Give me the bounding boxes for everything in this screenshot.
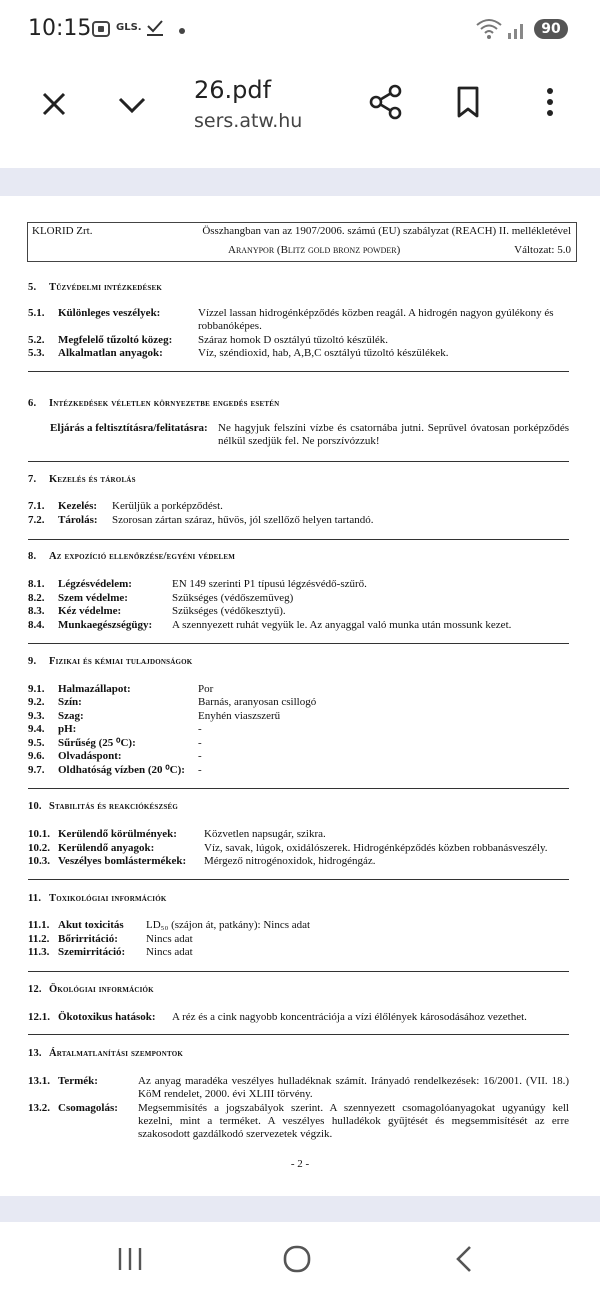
status-time: 10:15 bbox=[28, 16, 92, 41]
header-company: KLORID Zrt. bbox=[32, 225, 93, 237]
section-title: 8. Az expozíció ellenőrzése/egyéni védelem bbox=[28, 551, 236, 562]
header-product: Aranypor (Blitz gold bronz powder) bbox=[228, 244, 401, 256]
file-source: sers.atw.hu bbox=[194, 110, 303, 132]
file-title[interactable]: 26.pdf bbox=[194, 76, 272, 104]
section-divider bbox=[28, 539, 569, 540]
status-bar bbox=[0, 0, 600, 60]
carrier-tag: GLS. bbox=[116, 22, 142, 33]
section-title: 9. Fizikai és kémiai tulajdonságok bbox=[28, 656, 193, 667]
section-divider bbox=[28, 643, 569, 644]
header-regulation: Összhangban van az 1907/2006. számú (EU) szabályzat (REACH) II. mellékletével bbox=[202, 225, 571, 237]
section-title: 11. Toxikológiai információk bbox=[28, 893, 167, 904]
download-done-icon bbox=[146, 18, 164, 36]
page-number: - 2 - bbox=[290, 1158, 310, 1170]
page-gap-top bbox=[0, 168, 600, 196]
share-icon[interactable] bbox=[366, 82, 406, 122]
section-divider bbox=[28, 879, 569, 880]
header-version: Változat: 5.0 bbox=[514, 244, 571, 256]
section-title: 13. Ártalmatlanítási szempontok bbox=[28, 1048, 183, 1059]
section-divider bbox=[28, 971, 569, 972]
document-header-box bbox=[27, 222, 577, 262]
system-nav-bar bbox=[0, 1222, 600, 1300]
back-icon[interactable] bbox=[452, 1244, 476, 1274]
section-divider bbox=[28, 788, 569, 789]
pdf-page[interactable]: KLORID Zrt. Összhangban van az 1907/2006. számú (EU) szabályzat (REACH) II. mellékletével Aranypor (Blitz gold bronz powder) Változat: 5.0 5. Tűzvédelmi intézkedések 5.1. Különleges veszélyek: Vízzel lassan hidrogénképződés közben reagál. A hidrogén nagyon gyúlékony és robbanóképes. 5.2. Megfelelő tűzoltó közeg: Száraz homok D osztályú tűzoltó készülék. 5.3. Alkalmatlan anyagok: Víz, széndioxid, hab, A,B,C osztályú tűzoltó készülékek. 6. Intézkedések véletlen környezetbe engedés esetén Eljárás a feltisztításra/felitatásra: Ne hagyjuk felszíni vízbe és csatornába jutni. Seprűvel óvatosan porképződés nélkül szedjük fel. Ne porszívózzuk! 7. Kezelés és tárolás 7.1. Kezelés: Kerüljük a porképződést. 7.2. Tárolás: Szorosan zártan száraz, hűvös, jól szellőző helyen tartandó. 8. Az expozíció ellenőrzése/egyéni védelem 8.1. Légzésvédelem: EN 149 szerinti P1 típusú légzésvédő-szűrő. 8.2. Szem védelme: Szükséges (védőszemüveg) 8.3. Kéz védelme: Szükséges (védőkesztyű). 8.4. Munkaegészségügy: A szennyezett ruhát vegyük le. Az anyaggal való munka után mossunk kezet. 9. Fizikai és kémiai tulajdonságok 9.1. Halmazállapot: Por 9.2. Szín: Barnás, aranyosan csillogó 9.3. Szag: Enyhén viaszszerű 9.4. pH: - 9.5. Sűrűség (25 ⁰C): - 9.6. Olvadáspont: - 9.7. Oldhatóság vízben (20 ⁰C): - 10. Stabilitás és reakciókészség 10.1. Kerülendő körülmények: Közvetlen napsugár, szikra. 10.2. Kerülendő anyagok: Víz, savak, lúgok, oxidálószerek. Hidrogénképződés közben robbanásveszély. 10.3. Veszélyes bomlástermékek: Mérgező nitrogénoxidok, hidrogéngáz. 11. Toxikológiai információk 11.1. Akut toxicitás LD₅₀ (szájon át, patkány): Nincs adat 11.2. Bőrirritáció: Nincs adat 11.3. Szemirritáció: Nincs adat 12. Ökológiai információk 12.1. Ökotoxikus hatások: A réz és a cink nagyobb koncentrációja a vízi élőlények károsodásához vezethet. 13. Ártalmatlanítási szempontok 13.1. Termék: Az anyag maradéka veszélyes hulladéknak számít. Irányadó rendelkezések: 16/2001. (VII. 18.) KöM rendelet, 2000. évi XLIII törvény. 13.2. Csomagolás: Megsemmisítés a jogszabályok szerint. A szennyezett csomagolóanyagokat ugyanúgy kell kezelni, mint a terméket. A veszélyes hulladékok gyűjtését és megsemmisítését az erre szakosodott gazdálkodó szervezetek végzik. - 2 - bbox=[0, 196, 600, 1196]
section-divider bbox=[28, 371, 569, 372]
chevron-down-icon[interactable] bbox=[112, 84, 152, 124]
more-vert-icon[interactable] bbox=[530, 82, 570, 122]
section-title: 5. Tűzvédelmi intézkedések bbox=[28, 282, 163, 293]
recent-apps-icon[interactable] bbox=[116, 1244, 144, 1274]
section-title: 7. Kezelés és tárolás bbox=[28, 474, 136, 485]
home-icon[interactable] bbox=[282, 1244, 312, 1274]
section-divider bbox=[28, 461, 569, 462]
battery-indicator: 90 bbox=[534, 19, 568, 39]
section-title: 10. Stabilitás és reakciókészség bbox=[28, 801, 178, 812]
notification-dot-icon bbox=[179, 28, 185, 34]
section-divider bbox=[28, 1034, 569, 1035]
wifi-icon bbox=[476, 18, 502, 40]
bookmark-icon[interactable] bbox=[448, 82, 488, 122]
page-gap-bottom bbox=[0, 1196, 600, 1222]
screen-record-icon bbox=[92, 21, 110, 37]
section-title: 12. Ökológiai információk bbox=[28, 984, 154, 995]
close-icon[interactable] bbox=[34, 84, 74, 124]
pdf-viewer-toolbar bbox=[0, 60, 600, 150]
section-title: 6. Intézkedések véletlen környezetbe engedés esetén bbox=[28, 398, 280, 409]
signal-icon bbox=[506, 18, 528, 40]
